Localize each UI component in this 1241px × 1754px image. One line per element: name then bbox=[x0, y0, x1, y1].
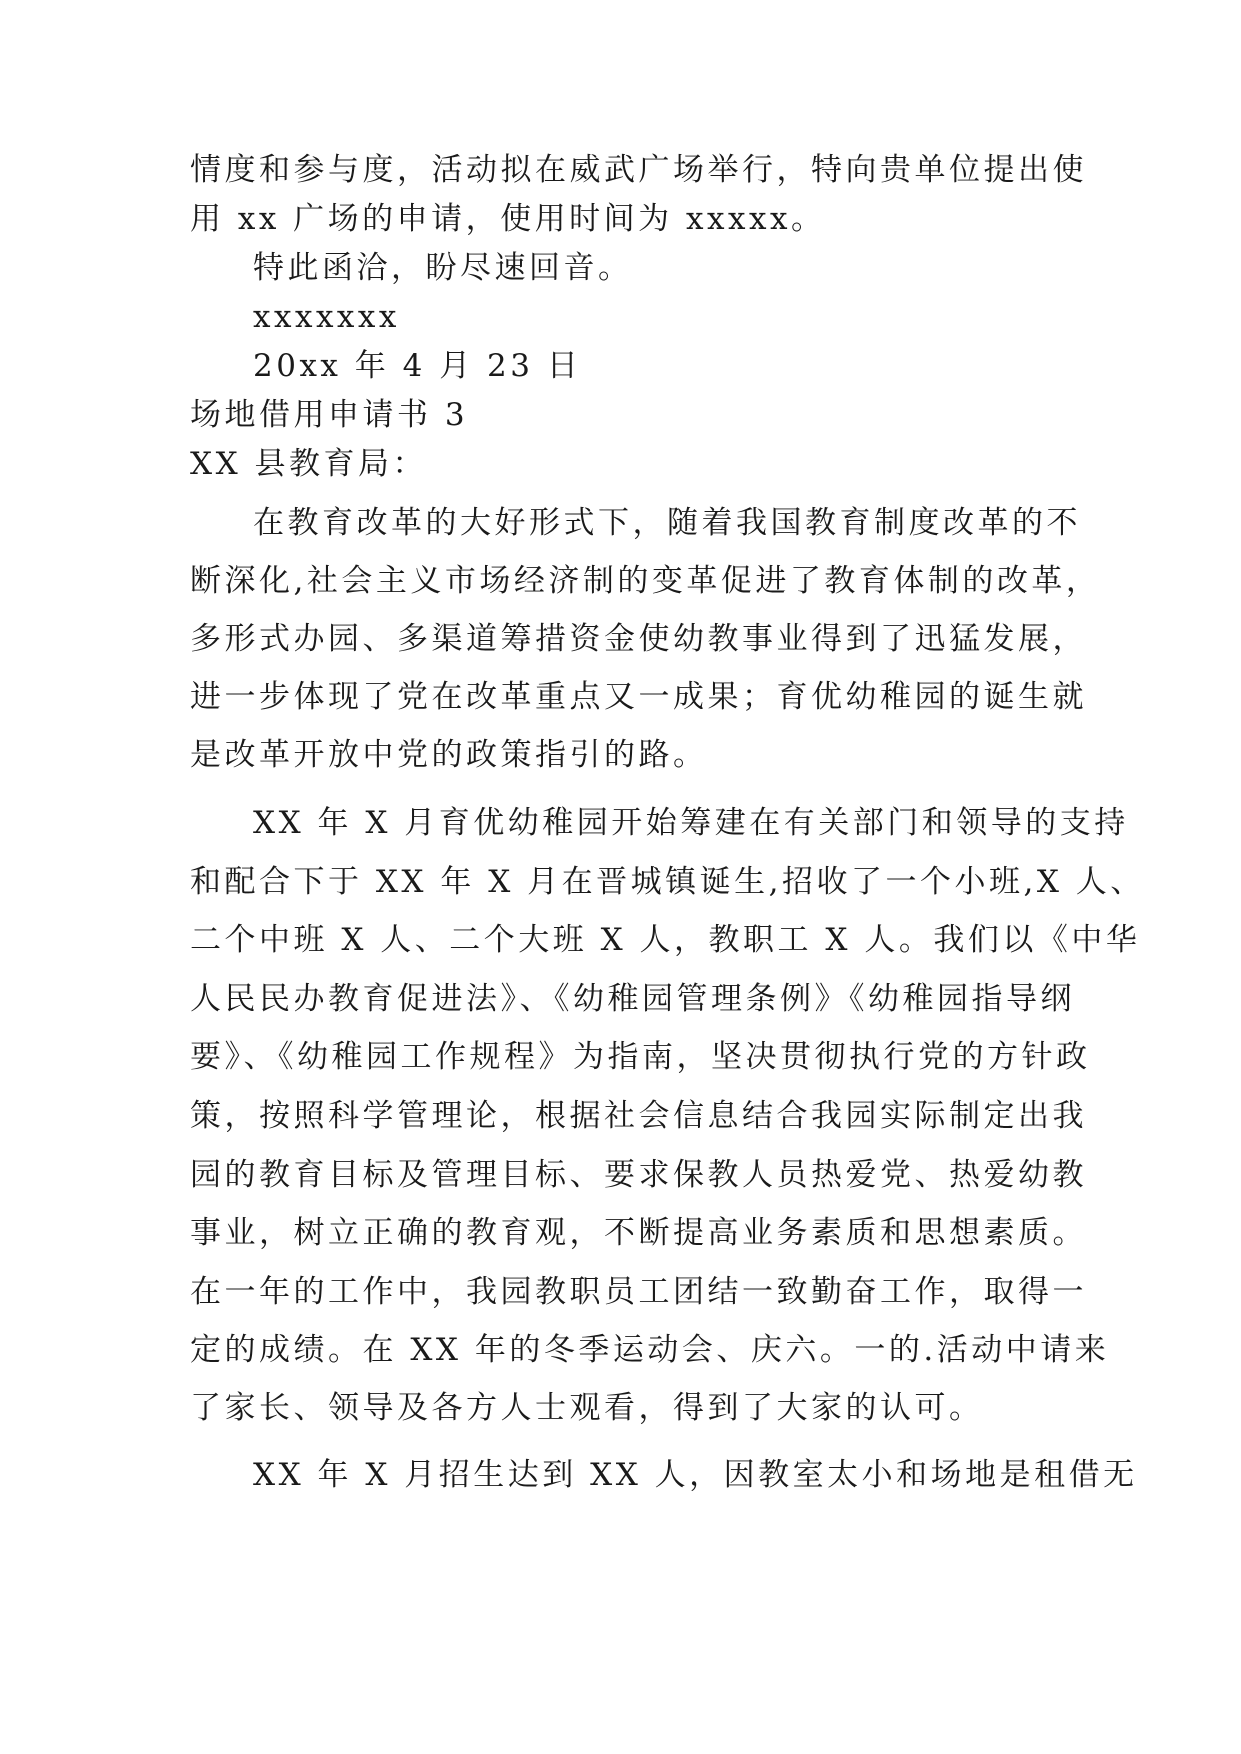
salutation: XX 县教育局： bbox=[190, 446, 427, 482]
text-line: XX 年 X 月招生达到 XX 人，因教室太小和场地是租借无 bbox=[253, 1457, 1138, 1493]
text-line: 要》、《幼稚园工作规程》为指南，坚决贯彻执行党的方针政 bbox=[190, 1039, 1091, 1075]
text-line: 定的成绩。在 XX 年的冬季运动会、庆六。一的.活动中请来 bbox=[190, 1332, 1110, 1368]
date-line: 20xx 年 4 月 23 日 bbox=[253, 348, 582, 384]
text-line: 在教育改革的大好形式下，随着我国教育制度改革的不 bbox=[253, 505, 1081, 541]
text-line: 多形式办园、多渠道筹措资金使幼教事业得到了迅猛发展， bbox=[190, 621, 1087, 657]
text-line: 了家长、领导及各方人士观看，得到了大家的认可。 bbox=[190, 1390, 984, 1426]
text-line: 情度和参与度，活动拟在威武广场举行，特向贵单位提出使 bbox=[190, 152, 1087, 188]
text-line: 人民民办教育促进法》、《幼稚园管理条例》《幼稚园指导纲 bbox=[190, 981, 1075, 1017]
text-line: 园的教育目标及管理目标、要求保教人员热爱党、热爱幼教 bbox=[190, 1157, 1087, 1193]
text-line: xxxxxxx bbox=[253, 299, 400, 335]
text-line: 用 xx 广场的申请，使用时间为 xxxxx。 bbox=[190, 201, 826, 237]
text-line: 策，按照科学管理论，根据社会信息结合我园实际制定出我 bbox=[190, 1098, 1087, 1134]
text-line: 和配合下于 XX 年 X 月在晋城镇诞生,招收了一个小班,X 人、 bbox=[190, 864, 1145, 900]
text-line: 在一年的工作中，我园教职员工团结一致勤奋工作，取得一 bbox=[190, 1274, 1087, 1310]
text-line: XX 年 X 月育优幼稚园开始筹建在有关部门和领导的支持 bbox=[253, 805, 1129, 841]
text-line: 特此函洽，盼尽速回音。 bbox=[253, 250, 633, 286]
text-line: 断深化,社会主义市场经济制的变革促进了教育体制的改革， bbox=[190, 563, 1101, 599]
text-line: 二个中班 X 人、二个大班 X 人，教职工 X 人。我们以《中华 bbox=[190, 922, 1141, 958]
text-line: 进一步体现了党在改革重点又一成果；育优幼稚园的诞生就 bbox=[190, 679, 1087, 715]
section-title: 场地借用申请书 3 bbox=[190, 397, 469, 433]
text-line: 是改革开放中党的政策指引的路。 bbox=[190, 737, 708, 773]
text-line: 事业，树立正确的教育观，不断提高业务素质和思想素质。 bbox=[190, 1215, 1087, 1251]
